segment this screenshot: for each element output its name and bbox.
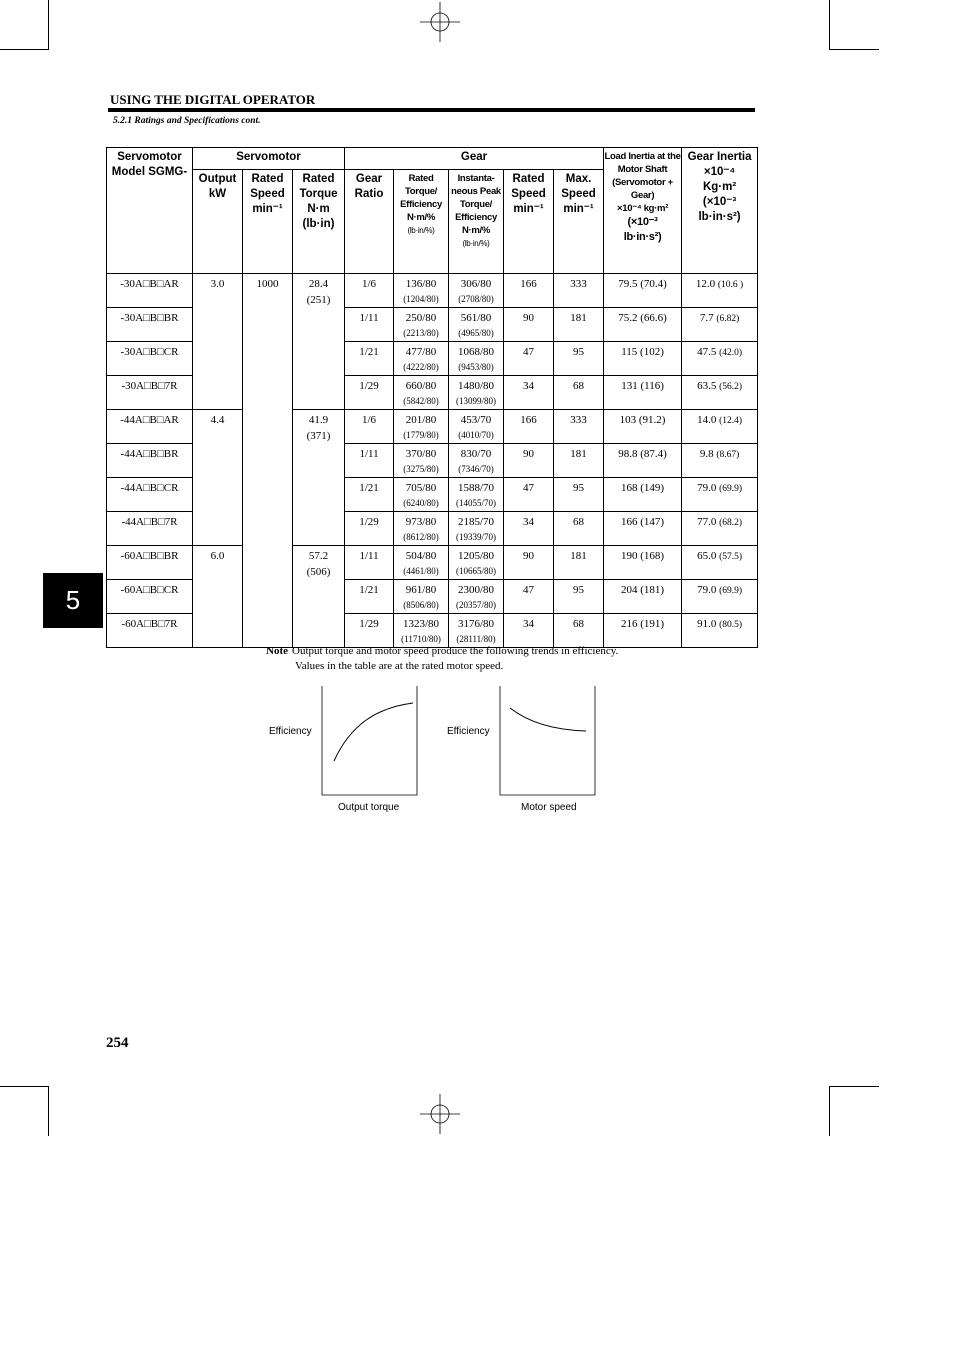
ipt-value: 1480/80 bbox=[457, 380, 495, 392]
cell-gear-inertia bbox=[682, 342, 758, 376]
crop-mark bbox=[829, 1086, 879, 1087]
cell-gear-ratio bbox=[345, 308, 394, 342]
model-code: -44A□B□BR bbox=[120, 448, 179, 460]
cell-gear-max-speed bbox=[554, 614, 604, 648]
rte-value: 477/80 bbox=[405, 346, 437, 358]
header-model: Servomotor Model SGMG- bbox=[107, 148, 193, 274]
cell-gear-ratio bbox=[345, 614, 394, 648]
model-code: -44A□B□7R bbox=[121, 516, 178, 528]
load-inertia-label: Load Inertia at the Motor Shaft (Servomotor + Gear) bbox=[604, 151, 681, 201]
header-output: Output kW bbox=[193, 170, 243, 274]
torque-alt-value: (251) bbox=[306, 294, 331, 306]
rte-alt-value: (3275/80) bbox=[403, 464, 439, 474]
load-inertia-value: 190 (168) bbox=[621, 550, 665, 562]
gear-ratio-value: 1/21 bbox=[359, 584, 379, 596]
gear-max-speed-value: 68 bbox=[573, 516, 585, 528]
chapter-tab: 5 bbox=[43, 573, 103, 628]
gear-ratio-value: 1/11 bbox=[359, 448, 379, 460]
cell-gear-inertia bbox=[682, 410, 758, 444]
cell-peak-torque-efficiency bbox=[449, 410, 504, 444]
model-code: -60A□B□BR bbox=[120, 550, 179, 562]
gear-max-speed-value: 95 bbox=[573, 584, 585, 596]
gear-ratio-value: 1/11 bbox=[359, 550, 379, 562]
gear-max-speed-value: 333 bbox=[570, 414, 587, 426]
ipt-label: Instanta- neous Peak Torque/ Efficiency N·m/% bbox=[451, 173, 501, 236]
model-code: -30A□B□7R bbox=[121, 380, 178, 392]
rte-value: 705/80 bbox=[405, 482, 437, 494]
cell-model bbox=[107, 512, 193, 546]
cell-gear-ratio bbox=[345, 376, 394, 410]
ipt-alt-value: (4010/70) bbox=[458, 430, 494, 440]
crop-mark bbox=[829, 0, 830, 50]
cell-model bbox=[107, 546, 193, 580]
gear-max-speed-value: 181 bbox=[570, 312, 587, 324]
graph2-ylabel: Efficiency bbox=[447, 726, 490, 737]
rte-alt-value: (8506/80) bbox=[403, 600, 439, 610]
ipt-alt-value: (20357/80) bbox=[456, 600, 497, 610]
cell-gear-max-speed bbox=[554, 376, 604, 410]
header-gear: Gear bbox=[345, 148, 604, 170]
cell-load-inertia bbox=[604, 546, 682, 580]
rte-unit: (lb·in/%) bbox=[407, 226, 435, 235]
cell-rated-torque-efficiency bbox=[394, 308, 449, 342]
ipt-value: 2300/80 bbox=[457, 584, 495, 596]
ipt-alt-value: (9453/80) bbox=[458, 362, 494, 372]
graph1-curve bbox=[334, 703, 413, 761]
rte-value: 973/80 bbox=[405, 516, 437, 528]
cell-gear-ratio bbox=[345, 546, 394, 580]
cell-gear-rated-speed bbox=[504, 308, 554, 342]
gear-ratio-value: 1/6 bbox=[361, 278, 377, 290]
rte-value: 136/80 bbox=[405, 278, 437, 290]
crop-mark bbox=[0, 49, 48, 50]
rte-value: 660/80 bbox=[405, 380, 437, 392]
motor-speed-value: 1000 bbox=[256, 278, 279, 290]
note bbox=[266, 644, 618, 674]
cell-peak-torque-efficiency bbox=[449, 580, 504, 614]
gear-inertia-alt-value: (8.67) bbox=[716, 450, 740, 460]
gear-inertia-value: 79.0 bbox=[697, 482, 717, 494]
cell-output bbox=[193, 274, 243, 410]
section-title: USING THE DIGITAL OPERATOR bbox=[110, 92, 316, 107]
ipt-value: 830/70 bbox=[460, 448, 492, 460]
model-code: -60A□B□7R bbox=[121, 618, 178, 630]
cell-peak-torque-efficiency bbox=[449, 614, 504, 648]
cell-load-inertia bbox=[604, 376, 682, 410]
ipt-value: 561/80 bbox=[460, 312, 492, 324]
model-code: -30A□B□CR bbox=[120, 346, 179, 358]
load-inertia-value: 98.8 (87.4) bbox=[618, 448, 667, 460]
ipt-value: 1588/70 bbox=[457, 482, 495, 494]
load-inertia-value: 115 (102) bbox=[621, 346, 664, 358]
cell-gear-rated-speed bbox=[504, 410, 554, 444]
cell-peak-torque-efficiency bbox=[449, 444, 504, 478]
cell-rated-torque-efficiency bbox=[394, 512, 449, 546]
torque-alt-value: (371) bbox=[306, 430, 331, 442]
cell-model bbox=[107, 444, 193, 478]
gear-inertia-value: 77.0 bbox=[697, 516, 717, 528]
cell-rated-torque-efficiency bbox=[394, 274, 449, 308]
rte-label: Rated Torque/ Efficiency N·m/% bbox=[400, 173, 442, 223]
cell-model bbox=[107, 614, 193, 648]
cell-peak-torque-efficiency bbox=[449, 308, 504, 342]
gear-inertia-value: 7.7 bbox=[699, 312, 714, 324]
gear-rated-speed-value: 90 bbox=[523, 312, 535, 324]
gear-rated-speed-value: 47 bbox=[523, 346, 535, 358]
cell-gear-max-speed bbox=[554, 410, 604, 444]
gear-ratio-value: 1/11 bbox=[359, 312, 379, 324]
gear-rated-speed-value: 34 bbox=[523, 516, 535, 528]
gear-inertia-alt-unit: lb·in·s²) bbox=[698, 211, 741, 223]
cell-gear-inertia bbox=[682, 444, 758, 478]
cell-gear-max-speed bbox=[554, 342, 604, 376]
gear-ratio-value: 1/29 bbox=[359, 618, 379, 630]
ipt-value: 3176/80 bbox=[457, 618, 495, 630]
header-rated-torque-efficiency bbox=[394, 170, 449, 274]
cell-gear-inertia bbox=[682, 274, 758, 308]
cell-peak-torque-efficiency bbox=[449, 512, 504, 546]
cell-rated-torque-efficiency bbox=[394, 614, 449, 648]
cell-gear-max-speed bbox=[554, 274, 604, 308]
cell-model bbox=[107, 410, 193, 444]
gear-inertia-value: 14.0 bbox=[697, 414, 717, 426]
cell-model bbox=[107, 308, 193, 342]
cell-gear-rated-speed bbox=[504, 512, 554, 546]
cell-rated-torque-efficiency bbox=[394, 376, 449, 410]
gear-max-speed-value: 181 bbox=[570, 550, 587, 562]
torque-alt-value: (506) bbox=[306, 566, 331, 578]
cell-gear-max-speed bbox=[554, 444, 604, 478]
header-gear-max-speed: Max. Speed min⁻¹ bbox=[554, 170, 604, 274]
rte-value: 250/80 bbox=[405, 312, 437, 324]
rte-alt-value: (8612/80) bbox=[403, 532, 439, 542]
header-gear-inertia bbox=[682, 148, 758, 274]
ipt-alt-value: (13099/80) bbox=[456, 396, 497, 406]
cell-gear-max-speed bbox=[554, 512, 604, 546]
cell-peak-torque-efficiency bbox=[449, 376, 504, 410]
cell-model bbox=[107, 478, 193, 512]
gear-inertia-value: 65.0 bbox=[697, 550, 717, 562]
cell-gear-ratio bbox=[345, 410, 394, 444]
gear-rated-speed-value: 34 bbox=[523, 380, 535, 392]
gear-inertia-value: 12.0 bbox=[695, 278, 716, 290]
cell-rated-torque bbox=[293, 274, 345, 410]
cell-load-inertia bbox=[604, 580, 682, 614]
gear-rated-speed-value: 90 bbox=[523, 550, 535, 562]
note-line-1: Output torque and motor speed produce the following trends in efficiency. bbox=[292, 645, 619, 657]
page-number: 254 bbox=[106, 1035, 129, 1051]
graph1-frame bbox=[322, 686, 417, 795]
header-rated-torque: Rated Torque N·m (lb·in) bbox=[293, 170, 345, 274]
model-code: -30A□B□BR bbox=[120, 312, 179, 324]
gear-ratio-value: 1/6 bbox=[361, 414, 377, 426]
cell-gear-ratio bbox=[345, 478, 394, 512]
gear-rated-speed-value: 166 bbox=[520, 414, 537, 426]
gear-ratio-value: 1/21 bbox=[359, 482, 379, 494]
graph1-xlabel: Output torque bbox=[338, 802, 400, 813]
gear-rated-speed-value: 47 bbox=[523, 584, 535, 596]
graph1-ylabel: Efficiency bbox=[269, 726, 312, 737]
cell-load-inertia bbox=[604, 512, 682, 546]
graph2-frame bbox=[500, 686, 595, 795]
crop-mark bbox=[0, 1086, 48, 1087]
rte-value: 504/80 bbox=[405, 550, 437, 562]
model-code: -44A□B□AR bbox=[120, 414, 179, 426]
gear-inertia-alt-value: (42.0) bbox=[719, 348, 743, 358]
header-servomotor: Servomotor bbox=[193, 148, 345, 170]
gear-inertia-scale: ×10⁻⁴ bbox=[703, 166, 736, 178]
gear-inertia-alt-value: (10.6 ) bbox=[717, 280, 744, 290]
cell-gear-inertia bbox=[682, 376, 758, 410]
cell-peak-torque-efficiency bbox=[449, 274, 504, 308]
note-line-2: Values in the table are at the rated motor speed. bbox=[295, 660, 504, 672]
cell-output bbox=[193, 410, 243, 546]
ipt-alt-value: (28111/80) bbox=[456, 634, 496, 644]
cell-gear-inertia bbox=[682, 512, 758, 546]
cell-rated-torque-efficiency bbox=[394, 546, 449, 580]
gear-inertia-value: 9.8 bbox=[699, 448, 714, 460]
gear-inertia-label: Gear Inertia bbox=[687, 151, 752, 163]
cell-model bbox=[107, 376, 193, 410]
gear-inertia-unit: Kg·m² bbox=[702, 181, 737, 193]
torque-value: 28.4 bbox=[308, 278, 329, 290]
cell-model bbox=[107, 580, 193, 614]
cell-rated-torque-efficiency bbox=[394, 478, 449, 512]
ipt-value: 453/70 bbox=[460, 414, 492, 426]
ipt-value: 1068/80 bbox=[457, 346, 495, 358]
cell-gear-rated-speed bbox=[504, 546, 554, 580]
load-inertia-alt-scale: (×10⁻³ bbox=[627, 216, 658, 228]
ipt-alt-value: (4965/80) bbox=[458, 328, 494, 338]
cell-rated-torque bbox=[293, 410, 345, 546]
load-inertia-value: 131 (116) bbox=[621, 380, 664, 392]
rte-alt-value: (1779/80) bbox=[403, 430, 439, 440]
cell-rated-torque-efficiency bbox=[394, 444, 449, 478]
rte-alt-value: (6240/80) bbox=[403, 498, 439, 508]
cell-motor-speed bbox=[243, 274, 293, 648]
cell-peak-torque-efficiency bbox=[449, 478, 504, 512]
rte-alt-value: (5842/80) bbox=[403, 396, 439, 406]
gear-inertia-alt-value: (69.9) bbox=[719, 586, 743, 596]
torque-value: 57.2 bbox=[308, 550, 329, 562]
cell-gear-rated-speed bbox=[504, 274, 554, 308]
cell-load-inertia bbox=[604, 274, 682, 308]
table-body bbox=[107, 274, 758, 648]
gear-inertia-alt-value: (57.5) bbox=[719, 552, 743, 562]
registration-mark-icon bbox=[420, 2, 460, 42]
cell-rated-torque bbox=[293, 546, 345, 648]
cell-peak-torque-efficiency bbox=[449, 546, 504, 580]
ipt-unit: (lb·in/%) bbox=[462, 239, 490, 248]
gear-inertia-alt-value: (6.82) bbox=[716, 314, 740, 324]
header-rule bbox=[108, 108, 755, 112]
cell-gear-rated-speed bbox=[504, 614, 554, 648]
cell-load-inertia bbox=[604, 614, 682, 648]
load-inertia-value: 216 (191) bbox=[621, 618, 665, 630]
cell-load-inertia bbox=[604, 342, 682, 376]
rte-alt-value: (4222/80) bbox=[403, 362, 439, 372]
cell-gear-rated-speed bbox=[504, 376, 554, 410]
cell-gear-rated-speed bbox=[504, 444, 554, 478]
cell-gear-ratio bbox=[345, 580, 394, 614]
cell-rated-torque-efficiency bbox=[394, 410, 449, 444]
cell-gear-rated-speed bbox=[504, 478, 554, 512]
rte-alt-value: (2213/80) bbox=[403, 328, 439, 338]
gear-inertia-alt-scale: (×10⁻³ bbox=[702, 196, 737, 208]
gear-inertia-alt-value: (56.2) bbox=[719, 382, 743, 392]
cell-gear-max-speed bbox=[554, 580, 604, 614]
gear-inertia-value: 47.5 bbox=[697, 346, 717, 358]
header-gear-ratio: Gear Ratio bbox=[345, 170, 394, 274]
gear-inertia-alt-value: (12.4) bbox=[719, 416, 743, 426]
cell-gear-rated-speed bbox=[504, 342, 554, 376]
gear-max-speed-value: 181 bbox=[570, 448, 587, 460]
load-inertia-value: 168 (149) bbox=[621, 482, 665, 494]
cell-gear-ratio bbox=[345, 274, 394, 308]
gear-rated-speed-value: 90 bbox=[523, 448, 535, 460]
load-inertia-value: 166 (147) bbox=[621, 516, 665, 528]
gear-ratio-value: 1/29 bbox=[359, 516, 379, 528]
gear-inertia-alt-value: (69.9) bbox=[719, 484, 743, 494]
gear-inertia-alt-value: (68.2) bbox=[719, 518, 743, 528]
load-inertia-value: 79.5 (70.4) bbox=[618, 278, 667, 290]
output-value: 3.0 bbox=[210, 278, 225, 290]
ipt-alt-value: (14055/70) bbox=[456, 498, 497, 508]
gear-rated-speed-value: 34 bbox=[523, 618, 535, 630]
crop-mark bbox=[48, 1086, 49, 1136]
rte-alt-value: (1204/80) bbox=[403, 294, 439, 304]
load-inertia-value: 103 (91.2) bbox=[619, 414, 666, 426]
cell-gear-max-speed bbox=[554, 308, 604, 342]
ipt-alt-value: (7346/70) bbox=[458, 464, 494, 474]
cell-gear-ratio bbox=[345, 444, 394, 478]
gear-rated-speed-value: 47 bbox=[523, 482, 535, 494]
gear-inertia-value: 63.5 bbox=[697, 380, 717, 392]
graph2-xlabel: Motor speed bbox=[521, 802, 577, 813]
cell-gear-rated-speed bbox=[504, 580, 554, 614]
header-gear-rated-speed: Rated Speed min⁻¹ bbox=[504, 170, 554, 274]
cell-load-inertia bbox=[604, 308, 682, 342]
efficiency-vs-speed-graph bbox=[498, 686, 598, 798]
cell-load-inertia bbox=[604, 478, 682, 512]
cell-gear-inertia bbox=[682, 614, 758, 648]
cell-gear-max-speed bbox=[554, 478, 604, 512]
gear-inertia-value: 79.0 bbox=[697, 584, 717, 596]
ipt-alt-value: (19339/70) bbox=[456, 532, 497, 542]
gear-max-speed-value: 95 bbox=[573, 346, 585, 358]
gear-ratio-value: 1/29 bbox=[359, 380, 379, 392]
note-label: Note bbox=[266, 645, 288, 657]
torque-value: 41.9 bbox=[308, 414, 329, 426]
cell-model bbox=[107, 342, 193, 376]
gear-rated-speed-value: 166 bbox=[520, 278, 537, 290]
gear-ratio-value: 1/21 bbox=[359, 346, 379, 358]
cell-output bbox=[193, 546, 243, 648]
cell-model bbox=[107, 274, 193, 308]
header-rated-speed: Rated Speed min⁻¹ bbox=[243, 170, 293, 274]
model-code: -60A□B□CR bbox=[120, 584, 179, 596]
gear-inertia-value: 91.0 bbox=[697, 618, 717, 630]
cell-rated-torque-efficiency bbox=[394, 580, 449, 614]
cell-load-inertia bbox=[604, 410, 682, 444]
load-inertia-value: 75.2 (66.6) bbox=[618, 312, 667, 324]
rte-alt-value: (11710/80) bbox=[401, 634, 441, 644]
rte-value: 961/80 bbox=[405, 584, 437, 596]
load-inertia-unit: ×10⁻⁴ kg·m² bbox=[617, 203, 669, 214]
gear-max-speed-value: 68 bbox=[573, 618, 585, 630]
ipt-value: 306/80 bbox=[460, 278, 492, 290]
cell-gear-ratio bbox=[345, 342, 394, 376]
rte-alt-value: (4461/80) bbox=[403, 566, 439, 576]
crop-mark bbox=[829, 49, 879, 50]
table-row bbox=[107, 546, 758, 580]
header-peak-torque-efficiency bbox=[449, 170, 504, 274]
table-row bbox=[107, 410, 758, 444]
model-code: -30A□B□AR bbox=[120, 278, 179, 290]
model-code: -44A□B□CR bbox=[120, 482, 179, 494]
gear-max-speed-value: 333 bbox=[570, 278, 587, 290]
header-load-inertia bbox=[604, 148, 682, 274]
cell-rated-torque-efficiency bbox=[394, 342, 449, 376]
cell-gear-inertia bbox=[682, 546, 758, 580]
rte-value: 370/80 bbox=[405, 448, 437, 460]
ipt-alt-value: (2708/80) bbox=[458, 294, 494, 304]
ipt-alt-value: (10665/80) bbox=[456, 566, 497, 576]
gear-max-speed-value: 95 bbox=[573, 482, 585, 494]
cell-gear-max-speed bbox=[554, 546, 604, 580]
cell-peak-torque-efficiency bbox=[449, 342, 504, 376]
section-subtitle: 5.2.1 Ratings and Specifications cont. bbox=[113, 116, 261, 126]
gear-inertia-alt-value: (80.5) bbox=[719, 620, 743, 630]
spec-table bbox=[106, 147, 758, 648]
graph2-curve bbox=[510, 708, 586, 731]
output-value: 6.0 bbox=[210, 550, 225, 562]
cell-gear-inertia bbox=[682, 478, 758, 512]
output-value: 4.4 bbox=[210, 414, 225, 426]
rte-value: 201/80 bbox=[405, 414, 437, 426]
registration-mark-icon bbox=[420, 1094, 460, 1134]
efficiency-vs-torque-graph bbox=[320, 686, 420, 798]
cell-load-inertia bbox=[604, 444, 682, 478]
cell-gear-inertia bbox=[682, 308, 758, 342]
ipt-value: 2185/70 bbox=[457, 516, 495, 528]
load-inertia-value: 204 (181) bbox=[621, 584, 665, 596]
ipt-value: 1205/80 bbox=[457, 550, 495, 562]
crop-mark bbox=[829, 1086, 830, 1136]
rte-value: 1323/80 bbox=[402, 618, 440, 630]
gear-max-speed-value: 68 bbox=[573, 380, 585, 392]
cell-gear-inertia bbox=[682, 580, 758, 614]
load-inertia-alt-unit: lb·in·s²) bbox=[623, 231, 662, 243]
crop-mark bbox=[48, 0, 49, 50]
cell-gear-ratio bbox=[345, 512, 394, 546]
table-row bbox=[107, 274, 758, 308]
